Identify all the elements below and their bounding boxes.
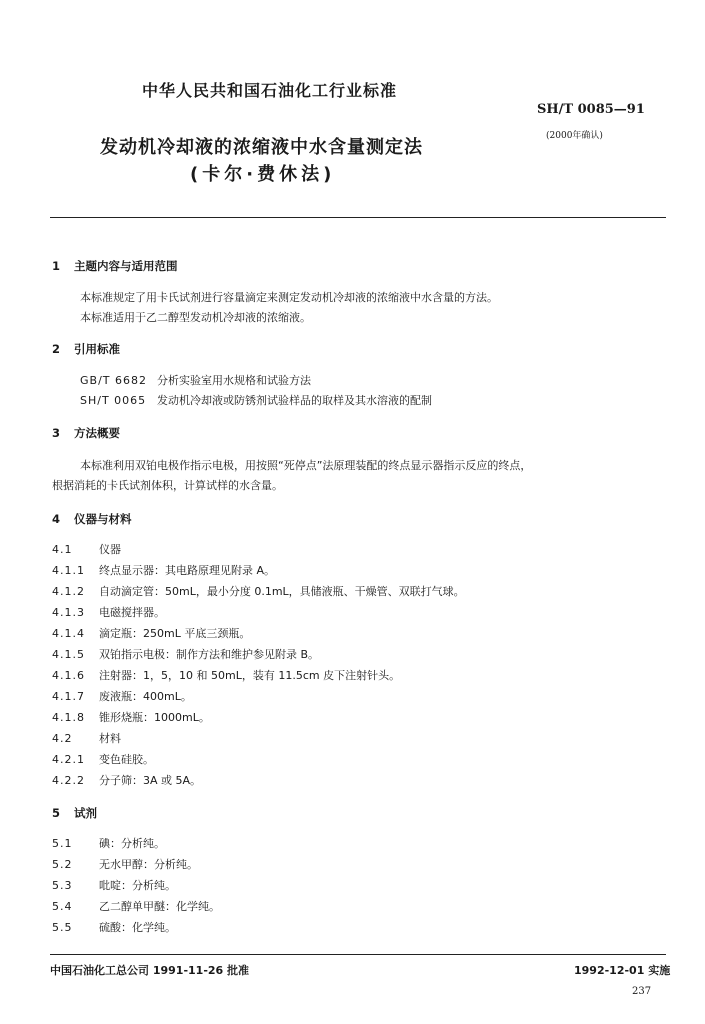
section-title: 主题内容与适用范围: [74, 259, 178, 273]
section-number: 1: [52, 259, 61, 273]
list-item: [52, 898, 220, 914]
document-title: 发动机冷却液的浓缩液中水含量测定法: [100, 137, 423, 158]
section-3-paragraph-line-1: 本标准利用双铂电极作指示电极，用按照“死停点”法原理装配的终点显示器指示反应的终点，: [80, 459, 532, 472]
reference-code: GB/T 6682: [80, 374, 147, 387]
section-title: 仪器与材料: [74, 512, 132, 526]
item-text: 终点显示器：其电路原理见附录 A。: [99, 564, 276, 577]
item-number: 4.1.4: [52, 627, 85, 640]
item-text: 变色硅胶。: [99, 753, 154, 766]
section-3-paragraph-line-2: 根据消耗的卡氏试剂体积，计算试样的水含量。: [52, 479, 283, 492]
item-text: 乙二醇单甲醚：化学纯。: [99, 900, 220, 913]
document-subtitle: (卡尔·费休法): [190, 164, 336, 185]
item-text: 硫酸：化学纯。: [99, 921, 176, 934]
section-4-heading: [52, 511, 132, 527]
section-1-paragraph-2: 本标准适用于乙二醇型发动机冷却液的浓缩液。: [80, 311, 311, 324]
industry-standard-heading: 中华人民共和国石油化工行业标准: [142, 81, 398, 100]
item-number: 5.2: [52, 858, 73, 871]
list-item: [52, 688, 192, 704]
item-number: 4.1.6: [52, 669, 85, 682]
list-item: [52, 604, 165, 620]
implementation-date: 1992-12-01 实施: [574, 964, 671, 977]
item-number: 4.1.2: [52, 585, 85, 598]
item-text: 自动滴定管：50mL，最小分度 0.1mL，具储液瓶、干燥管、双联打气球。: [99, 585, 465, 598]
list-item: [52, 835, 165, 851]
list-item: [52, 541, 121, 557]
item-number: 4.1: [52, 543, 73, 556]
header-divider: [50, 217, 666, 218]
list-item: [52, 709, 210, 725]
section-3-heading: [52, 425, 120, 441]
item-text: 仪器: [99, 543, 121, 556]
list-item: [52, 751, 154, 767]
item-number: 4.2: [52, 732, 73, 745]
item-text: 废液瓶：400mL。: [99, 690, 192, 703]
item-number: 4.1.7: [52, 690, 85, 703]
standard-code-note: (2000年确认): [546, 131, 603, 141]
section-number: 4: [52, 512, 61, 526]
list-item: [52, 562, 275, 578]
footer-divider: [50, 954, 666, 955]
item-number: 4.1.1: [52, 564, 85, 577]
item-number: 5.1: [52, 837, 73, 850]
list-item: [52, 646, 319, 662]
section-1-heading: [52, 258, 178, 274]
item-number: 4.2.2: [52, 774, 85, 787]
item-text: 双铂指示电极：制作方法和维护参见附录 B。: [99, 648, 320, 661]
item-number: 5.3: [52, 879, 73, 892]
section-number: 3: [52, 426, 61, 440]
section-number: 2: [52, 342, 61, 356]
item-number: 4.1.3: [52, 606, 85, 619]
list-item: [52, 772, 201, 788]
standard-code: SH/T 0085—91: [537, 102, 645, 117]
item-text: 电磁搅拌器。: [99, 606, 165, 619]
list-item: [52, 877, 176, 893]
list-item: [52, 919, 176, 935]
item-number: 5.4: [52, 900, 73, 913]
reference-item: [80, 372, 311, 388]
reference-code: SH/T 0065: [80, 394, 147, 407]
page-number: 237: [632, 986, 652, 997]
reference-title: 分析实验室用水规格和试验方法: [157, 374, 311, 387]
item-number: 4.2.1: [52, 753, 85, 766]
list-item: [52, 730, 121, 746]
item-text: 注射器：1，5，10 和 50mL，装有 11.5cm 皮下注射针头。: [99, 669, 401, 682]
section-5-heading: [52, 805, 97, 821]
item-text: 分子筛：3A 或 5A。: [99, 774, 202, 787]
section-title: 引用标准: [74, 342, 120, 356]
reference-title: 发动机冷却液或防锈剂试验样品的取样及其水溶液的配制: [157, 394, 432, 407]
item-text: 锥形烧瓶：1000mL。: [99, 711, 210, 724]
item-text: 吡啶：分析纯。: [99, 879, 176, 892]
item-text: 滴定瓶：250mL 平底三颈瓶。: [99, 627, 251, 640]
item-text: 碘：分析纯。: [99, 837, 165, 850]
reference-item: [80, 392, 432, 408]
section-title: 方法概要: [74, 426, 120, 440]
approval-info: 中国石油化工总公司 1991-11-26 批准: [50, 964, 250, 977]
item-number: 5.5: [52, 921, 73, 934]
list-item: [52, 667, 400, 683]
section-number: 5: [52, 806, 61, 820]
item-number: 4.1.5: [52, 648, 85, 661]
item-text: 材料: [99, 732, 121, 745]
item-number: 4.1.8: [52, 711, 85, 724]
list-item: [52, 856, 198, 872]
section-1-paragraph-1: 本标准规定了用卡氏试剂进行容量滴定来测定发动机冷却液的浓缩液中水含量的方法。: [80, 291, 498, 304]
item-text: 无水甲醇：分析纯。: [99, 858, 198, 871]
list-item: [52, 625, 250, 641]
section-title: 试剂: [74, 806, 97, 820]
section-2-heading: [52, 341, 120, 357]
list-item: [52, 583, 465, 599]
